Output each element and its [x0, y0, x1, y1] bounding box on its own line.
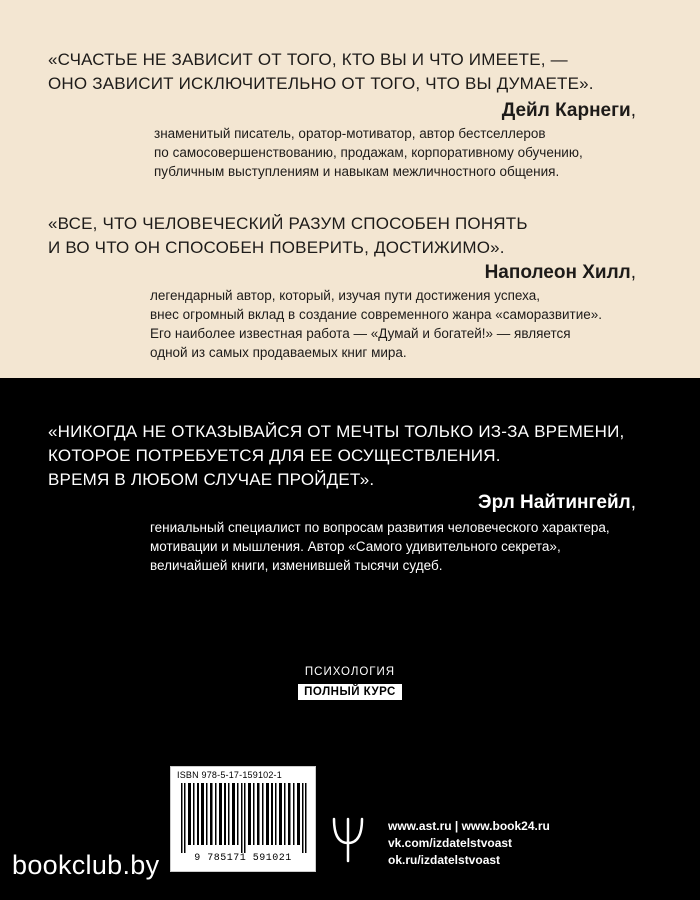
desc-line: величайшей книги, изменившей тысячи судеб. — [150, 558, 443, 573]
author-nightingale — [478, 492, 636, 514]
desc-line: знаменитый писатель, оратор-мотиватор, автор бестселлеров — [154, 126, 546, 141]
author-name: Эрл Найтингейл — [478, 492, 631, 513]
description-nightingale — [150, 518, 670, 575]
isbn-text: ISBN 978-5-17-159102-1 — [177, 770, 282, 780]
publisher-links — [388, 818, 550, 869]
description-karnegi — [154, 124, 674, 181]
barcode — [170, 766, 316, 872]
desc-line: Его наиболее известная работа — «Думай и богатей!» — является — [150, 326, 571, 341]
quote-line: «СЧАСТЬЕ НЕ ЗАВИСИТ ОТ ТОГО, КТО ВЫ И ЧТО ИМЕЕТЕ, — — [48, 50, 568, 69]
psi-logo-icon — [330, 815, 366, 863]
quote-hill — [48, 212, 668, 260]
quote-nightingale — [48, 420, 668, 492]
desc-line: одной из самых продаваемых книг мира. — [150, 345, 407, 360]
desc-line: мотивации и мышления. Автор «Самого удивительного секрета», — [150, 539, 561, 554]
desc-line: публичным выступлениям и навыкам межличностного общения. — [154, 164, 560, 179]
author-karnegi — [502, 100, 636, 122]
link-vk[interactable]: vk.com/izdatelstvoast — [388, 836, 513, 850]
barcode-digits: 9 785171 591021 — [194, 853, 292, 864]
quote-line: ВРЕМЯ В ЛЮБОМ СЛУЧАЕ ПРОЙДЕТ». — [48, 470, 375, 489]
quote-karnegi — [48, 48, 668, 96]
top-section — [0, 0, 700, 378]
barcode-bars-icon — [179, 783, 307, 853]
quote-line: ОНО ЗАВИСИТ ИСКЛЮЧИТЕЛЬНО ОТ ТОГО, ЧТО ВЫ ДУМАЕТЕ». — [48, 74, 594, 93]
desc-line: по самосовершенствованию, продажам, корпоративному обучению, — [154, 145, 583, 160]
author-hill — [485, 262, 636, 284]
link-ok[interactable]: ok.ru/izdatelstvoast — [388, 853, 501, 867]
quote-line: И ВО ЧТО ОН СПОСОБЕН ПОВЕРИТЬ, ДОСТИЖИМО». — [48, 238, 505, 257]
series-title: ПСИХОЛОГИЯ — [304, 666, 396, 678]
author-comma: , — [630, 492, 636, 513]
quote-line: «ВСЕ, ЧТО ЧЕЛОВЕЧЕСКИЙ РАЗУМ СПОСОБЕН ПОНЯТЬ — [48, 214, 528, 233]
author-comma: , — [630, 100, 636, 121]
author-comma: , — [630, 262, 636, 283]
description-hill — [150, 286, 670, 362]
desc-line: гениальный специалист по вопросам развития человеческого характера, — [150, 520, 610, 535]
quote-line: «НИКОГДА НЕ ОТКАЗЫВАЙСЯ ОТ МЕЧТЫ ТОЛЬКО ИЗ-ЗА ВРЕМЕНИ, — [48, 422, 625, 441]
series-label — [290, 666, 410, 700]
author-name: Дейл Карнеги — [501, 100, 631, 121]
link-websites[interactable]: www.ast.ru | www.book24.ru — [388, 819, 550, 833]
series-subtitle-badge: ПОЛНЫЙ КУРС — [298, 684, 402, 700]
author-name: Наполеон Хилл — [484, 262, 631, 283]
desc-line: легендарный автор, который, изучая пути достижения успеха, — [150, 288, 540, 303]
quote-line: КОТОРОЕ ПОТРЕБУЕТСЯ ДЛЯ ЕЕ ОСУЩЕСТВЛЕНИЯ. — [48, 446, 501, 465]
watermark: bookclub.by — [12, 850, 160, 880]
desc-line: внес огромный вклад в создание современного жанра «саморазвитие». — [150, 307, 603, 322]
